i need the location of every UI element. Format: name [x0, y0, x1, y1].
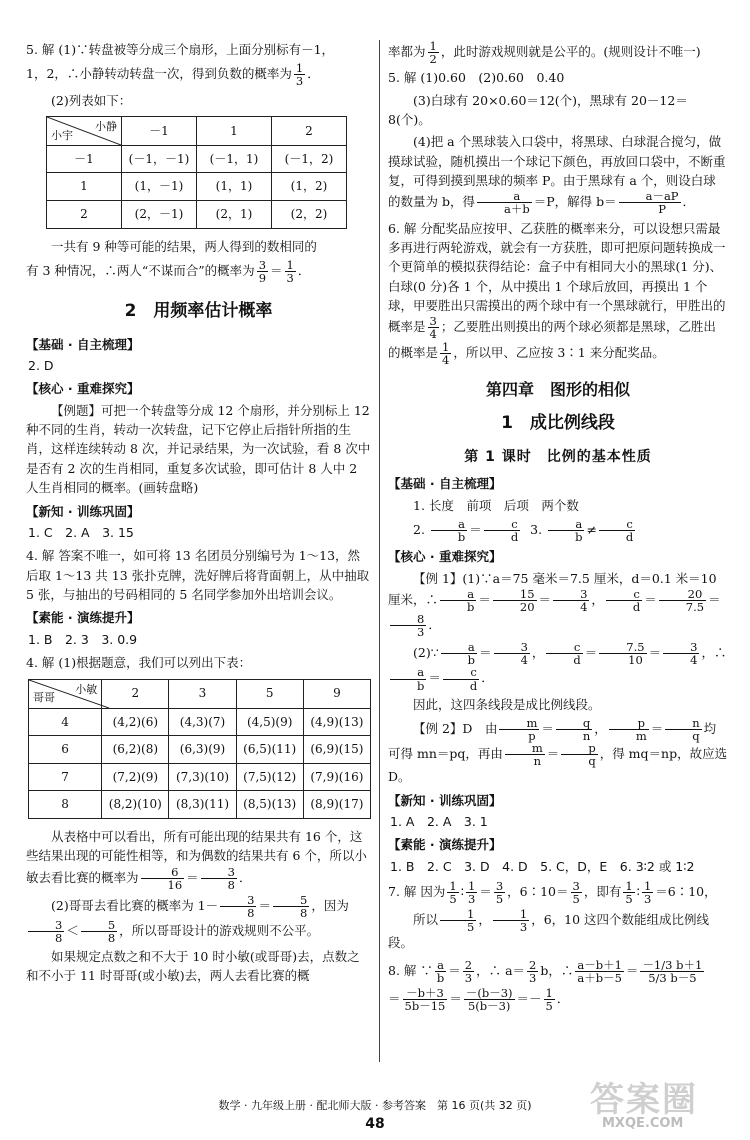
- basic-answer-1: 1. 长度 前项 后项 两个数: [413, 497, 579, 513]
- column-divider: [379, 40, 380, 1062]
- right-column: [388, 40, 728, 1015]
- q5-part4: (4)把 a 个黑球装入口袋中，将黑球、白球混合搅匀，做摸球试验，随机摸出一个球记下颜色，再放回口袋中，不断重复，可得到摸到黑球的频率 P。由于黑球有 a 个，则设白球的数量为 b，得 $\frac{a}{a+b}$ ＝P，解得 b＝ $\frac{a-aP}{P}$ ．: [388, 134, 726, 217]
- left-column: [26, 40, 371, 989]
- q5-line5: 有 3 种情况，∴两人“不谋而合”的概率为 $\frac{3}{9}$ ＝ $\frac{1}{3}$ ．: [26, 258, 311, 286]
- table-row: 1 (1，－1) (1，1) (1，2): [47, 173, 347, 201]
- q8-answer: 8. 解 ∵ $\frac{a}{b}$ ＝ $\frac{2}{3}$ ，∴ a＝ $\frac{2}{3}$ b，∴ $\frac{a-b+1}{a+b-5}$ ＝ $\frac{-1/3 b+1}{5/3 b-5}$: [388, 957, 703, 985]
- table-corner-cell: 小静 小宇: [47, 116, 122, 145]
- section-tag-core: 【核心 · 重难探究】: [388, 549, 502, 565]
- table-row: 6 (6,2)(8) (6,3)(9) (6,5)(11) (6,9)(15): [29, 736, 371, 764]
- outcome-table-2: 小敏 哥哥 2 3 5 9 4 (4,2)(6) (4,3)(7) (4,5)(9) (4,9)(13) 6 (6,2)(8) (6,3)(9) (6,5)(11) (6,9)(15) 7 (7,2)(9) (7,3)(10) (7,5)(12) (7,9)(16) 8 (8,2)(10) (8,3)(11) (8,5)(13) (8,9)(17): [28, 679, 371, 819]
- table-header: 1: [197, 116, 272, 145]
- q7-answer: 7. 解 因为 $\frac{1}{5}$ ∶ $\frac{1}{3}$ ＝ $\frac{3}{5}$ ，6∶10＝ $\frac{3}{5}$ ，即有 $\frac{1}{5}$ ∶ $\frac{1}{3}$ ＝6∶10，: [388, 879, 717, 907]
- example-text: 【例题】可把一个转盘等分成 12 个扇形，并分别标上 12 种不同的生肖，转动一次转盘，记下它停止后指针所指的生肖，这样连续转动 8 次，并记录结果，为一次试验，看 8 次中是否有 2 次的生肖相同，重复多次试验，即可估计 8 人中 2 人生肖相同的概率。(画转盘略): [26, 402, 371, 496]
- table-row: 8 (8,2)(10) (8,3)(11) (8,5)(13) (8,9)(17): [29, 791, 371, 819]
- section-tag-literacy: 【素能 · 演练提升】: [388, 837, 502, 853]
- answer-line: 1. C 2. A 3. 15: [28, 524, 134, 540]
- q5-line1: 5. 解 (1)∵转盘被等分成三个扇形，上面分别标有－1，: [26, 42, 335, 57]
- lesson-title: 第 1 课时 比例的基本性质: [464, 448, 652, 465]
- q5-line3: (2)列表如下：: [51, 92, 132, 108]
- q7-conclusion: 所以 $\frac{1}{5}$ ， $\frac{1}{3}$ ，6，10 这四个数能组成比例线段。: [388, 907, 710, 951]
- example-2: 【例 2】D 由 $\frac{m}{p}$ ＝ $\frac{q}{n}$ ， $\frac{p}{m}$ ＝ $\frac{n}{q}$ 均可得 mn＝pq，再由 $\frac{m}{n}$ ＝ $\frac{p}{q}$ ，得 mq＝np，故应选 D。: [388, 715, 728, 785]
- page-footer: 数学 · 九年级上册 · 配北师大版 · 参考答案 第 16 页(共 32 页): [218, 1099, 532, 1112]
- q5-line2: 1，2，∴小静转动转盘一次，得到负数的概率为 $\frac{1}{3}$ ．: [26, 61, 320, 89]
- q5-line4: 一共有 9 种等可能的结果，两人得到的数相同的: [51, 238, 317, 254]
- q8-answer-cont: ＝ $\frac{-b+3}{5b-15}$ ＝ $\frac{-(b-3)}{5(b-3)}$ ＝－ $\frac{1}{5}$ ．: [388, 985, 570, 1013]
- page-number: 48: [365, 1116, 385, 1132]
- section-tag-new: 【新知 · 训练巩固】: [388, 792, 502, 808]
- answer-line: 1. A 2. A 3. 1: [390, 813, 488, 829]
- section-title: 2 用频率估计概率: [124, 301, 273, 322]
- table-row: 4 (4,2)(6) (4,3)(7) (4,5)(9) (4,9)(13): [29, 708, 371, 736]
- section-tag-core: 【核心 · 重难探究】: [26, 381, 140, 397]
- section-title: 1 成比例线段: [501, 413, 615, 434]
- watermark-url: MXQE.COM: [602, 1116, 684, 1131]
- table-corner-cell: 小敏 哥哥: [29, 679, 102, 708]
- q5-answer: 5. 解 (1)0.60 (2)0.60 0.40: [388, 70, 565, 86]
- table-row: 7 (7,2)(9) (7,3)(10) (7,5)(12) (7,9)(16): [29, 763, 371, 791]
- section-tag-new: 【新知 · 训练巩固】: [26, 503, 140, 519]
- watermark-text: 答案圈: [590, 1080, 698, 1120]
- q5-part3: (3)白球有 20×0.60＝12(个)，黑球有 20－12＝8(个)。: [388, 92, 688, 127]
- example-1-conclusion: 因此，这四条线段是成比例线段。: [413, 696, 601, 712]
- table-row: －1 (－1，－1) (－1，1) (－1，2): [47, 145, 347, 173]
- q4b-text: 4. 解 (1)根据题意，我们可以列出下表：: [26, 655, 252, 671]
- answer-line: 2. D: [28, 357, 54, 373]
- watermark-logo: [590, 1074, 740, 1134]
- continuation-line: 率都为 $\frac{1}{2}$ ，此时游戏规则就是公平的。(规则设计不唯一): [388, 39, 701, 67]
- q4b-paragraph-2: (2)哥哥去看比赛的概率为 1－ $\frac{3}{8}$ ＝ $\frac{5}{8}$ ，因为 $\frac{3}{8}$ ＜ $\frac{5}{8}$ ，所以哥哥设计的游戏规则不公平。: [26, 894, 371, 944]
- q4-text: 4. 解 答案不唯一，如可将 13 名团员分别编号为 1～13，然后取 1～13 共 13 张扑克牌，洗好牌后将背面朝上，从中抽取 5 张，与抽出的号码相同的 5 名同学参加外出培训会议。: [26, 548, 370, 602]
- answer-line: 1. B 2. C 3. D 4. D 5. C，D，E 6. 3∶2 或 1∶2: [390, 858, 695, 874]
- example-1-part2: (2)∵ $\frac{a}{b}$ ＝ $\frac{3}{4}$ ， $\frac{c}{d}$ ＝ $\frac{7.5}{10}$ ＝ $\frac{3}{4}$ ，∴ $\frac{a}{b}$ ＝ $\frac{c}{d}$ ．: [388, 641, 728, 691]
- answer-line: 1. B 2. 3 3. 0.9: [28, 631, 138, 647]
- chapter-title: 第四章 图形的相似: [485, 379, 630, 399]
- table-row: 2 (2，－1) (2，1) (2，2): [47, 201, 347, 229]
- table-header: －1: [122, 116, 197, 145]
- example-1: 【例 1】(1)∵a＝75 毫米＝7.5 厘米，d＝0.1 米＝10 厘米，∴ $\frac{a}{b}$ ＝ $\frac{15}{20}$ ＝ $\frac{3}{4}$ ， $\frac{c}{d}$ ＝ $\frac{20}{7.5}$ ＝ $\frac{8}{3}$ ．: [388, 570, 721, 640]
- fraction: $\frac{1}{3}$: [295, 61, 304, 89]
- outcome-table-1: [46, 116, 347, 229]
- table-header: 2: [272, 116, 347, 145]
- q4b-paragraph-3: 如果规定点数之和不大于 10 时小敏(或哥哥)去，点数之和不小于 11 时哥哥(或小敏)去，两人去看比赛的概: [26, 949, 360, 984]
- basic-answer-2-3: 2. $\frac{a}{b}$ ＝ $\frac{c}{d}$ 3. $\frac{a}{b}$ ≠ $\frac{c}{d}$: [413, 517, 634, 545]
- section-tag-literacy: 【素能 · 演练提升】: [26, 610, 140, 626]
- section-tag-basic: 【基础 · 自主梳理】: [388, 476, 502, 492]
- q4b-paragraph-1: 从表格中可以看出，所有可能出现的结果共有 16 个，这些结果出现的可能性相等，和为偶数的结果共有 6 个，所以小敏去看比赛的概率为 $\frac{6}{16}$ ＝ $\frac{3}{8}$ ．: [26, 828, 367, 892]
- section-tag-basic: 【基础 · 自主梳理】: [26, 336, 140, 352]
- q6-answer: 6. 解 分配奖品应按甲、乙获胜的概率来分，可以设想只需最多再进行两轮游戏，就会有一方获胜，即可把原问题转换成一个更简单的模拟获得结论：盒子中有相同大小的黑球(1 分)、白球(0 分)各 1 个，从中摸出 1 个球后放回，再摸出 1 个球，甲要胜出只需摸出的两个球中有一个黑球就行，甲胜出的概率是 $\frac{3}{4}$ ；乙要胜出则摸出的两个球必须都是黑球，乙胜出的概率是 $\frac{1}{4}$ ，所以甲、乙应按 3∶1 来分配奖品。: [388, 220, 726, 367]
